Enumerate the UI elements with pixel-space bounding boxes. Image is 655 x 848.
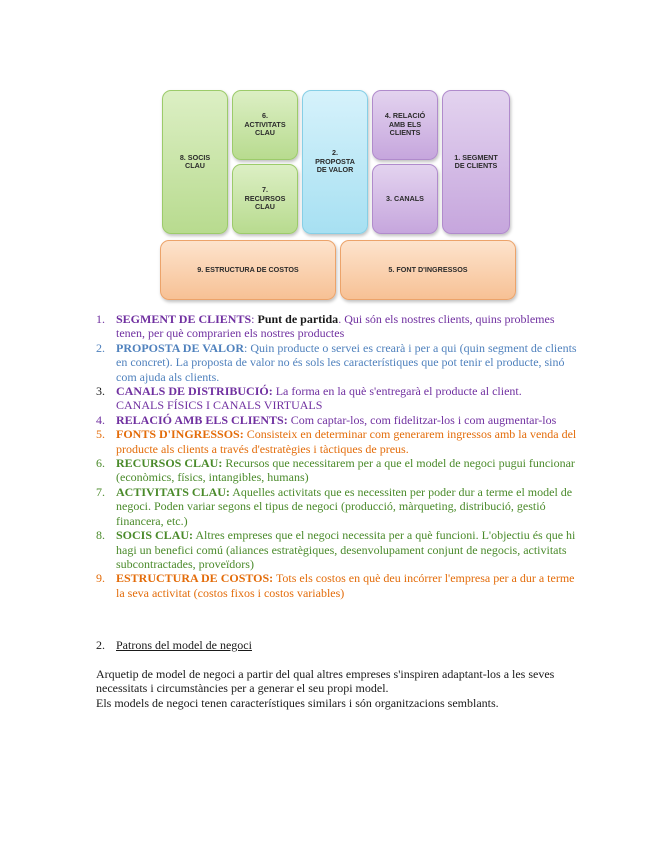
item-text: Altres empreses que el negoci necessita per a què funcioni. L'objectiu és que hi hagi un benefici comú (aliances estratègiques, desenvolupament conjunt de negocis, activitats subcontractades, proveïdors) (116, 528, 576, 571)
canvas-box-canals: 3. CANALS (372, 164, 438, 234)
canvas-box-proposta-valor: 2. PROPOSTA DE VALOR (302, 90, 368, 234)
list-number: 7. (96, 484, 105, 499)
business-model-canvas (160, 88, 517, 304)
item-text: Com captar-los, com fidelitzar-los i com augmentar-los (287, 412, 557, 427)
list-item-proposta (96, 341, 586, 384)
canvas-box-relacio-clients: 4. RELACIÓ AMB ELS CLIENTS (372, 90, 438, 160)
paragraph-line: Arquetip de model de negoci a partir del qual altres empreses s'inspiren adaptant-los a les seves necessitats i circumstàncies per a generar el seu propi model. (96, 667, 555, 696)
item-title: SEGMENT DE CLIENTS (116, 312, 252, 326)
list-item-recursos (96, 456, 586, 485)
item-text: . Qui són els nostres clients, quins problemes tenen, per què comprarien els nostres productes (116, 312, 555, 341)
item-title: RECURSOS CLAU: (116, 456, 223, 471)
canvas-box-estructura-costos: 9. ESTRUCTURA DE COSTOS (160, 240, 336, 300)
list-number: 9. (96, 571, 105, 586)
list-item-segment (96, 312, 586, 341)
item-title: CANALS DE DISTRIBUCIÓ: (116, 384, 273, 399)
list-item-fonts (96, 427, 586, 456)
list-number: 5. (96, 427, 105, 442)
item-text: La forma en la què s'entregarà el producte al client. (272, 384, 522, 399)
item-title: PROPOSTA DE VALOR (116, 340, 245, 355)
section-number: 2. (96, 638, 105, 652)
list-item-canals (96, 384, 586, 413)
canvas-box-font-ingressos: 5. FONT D'INGRESSOS (340, 240, 516, 300)
item-extra: CANALS FÍSICS I CANALS VIRTUALS (116, 398, 323, 413)
list-number: 8. (96, 528, 105, 543)
item-text: Consisteix en determinar com generarem ingressos amb la venda del producte als clients a través d'estratègies i tàctiques de preus. (116, 427, 577, 456)
item-text: Recursos que necessitarem per a que el model de negoci pugui funcionar (econòmics, físics, intangibles, humans) (116, 456, 575, 485)
item-text: Tots els costos en què deu incórrer l'empresa per a dur a terme la seva activitat (costos fixos i costos variables) (116, 571, 575, 600)
list-item-estructura (96, 571, 586, 600)
section-title: Patrons del model de negoci (116, 638, 252, 652)
list-number: 4. (96, 412, 105, 427)
item-separator: : (251, 312, 258, 326)
canvas-blocks-list (96, 312, 586, 600)
canvas-box-activitats-clau: 6. ACTIVITATS CLAU (232, 90, 298, 160)
item-title: RELACIÓ AMB ELS CLIENTS: (116, 412, 288, 427)
list-item-relacio (96, 413, 586, 427)
list-number: 2. (96, 340, 105, 355)
list-number: 3. (96, 384, 105, 399)
list-number: 6. (96, 456, 105, 471)
list-number: 1. (96, 312, 105, 326)
canvas-box-socis-clau: 8. SOCIS CLAU (162, 90, 228, 234)
item-text: Aquelles activitats que es necessiten per poder dur a terme el model de negoci. Poden variar segons el tipus de negoci (producció, màrqueting, distribució, gestió financera, etc.) (116, 484, 573, 528)
item-text: : Quin producte o servei es crearà i per a qui (quin segment de clients en concret). La proposta de valor no és sols les característiques que pot tenir el producte, sinó com ajuda als clients. (116, 340, 577, 384)
list-item-activitats (96, 485, 586, 528)
list-item-socis (96, 528, 586, 571)
item-title: ESTRUCTURA DE COSTOS: (116, 571, 274, 586)
canvas-box-recursos-clau: 7. RECURSOS CLAU (232, 164, 298, 234)
item-title: SOCIS CLAU: (116, 528, 194, 543)
canvas-box-segment-clients: 1. SEGMENT DE CLIENTS (442, 90, 510, 234)
body-paragraph (96, 667, 576, 710)
paragraph-line: Els models de negoci tenen característiques similars i són organitzacions semblants. (96, 695, 499, 710)
item-title: ACTIVITATS CLAU: (116, 484, 230, 499)
item-title: FONTS D'INGRESSOS: (116, 427, 244, 442)
item-highlight: Punt de partida (257, 312, 339, 326)
section-heading (96, 638, 252, 652)
